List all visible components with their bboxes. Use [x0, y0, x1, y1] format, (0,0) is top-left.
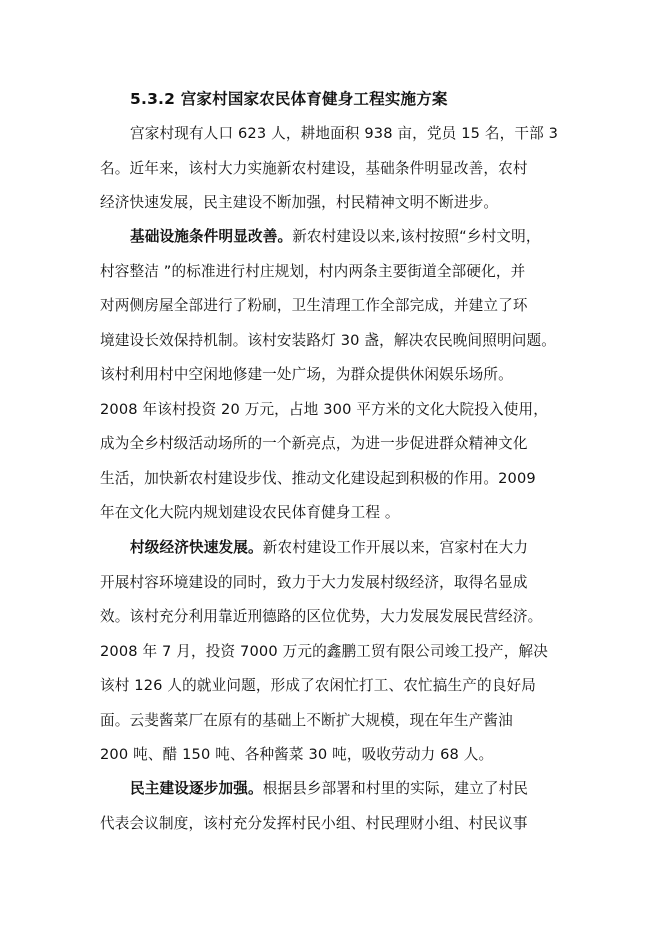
- text-line: 200 吨、醋 150 吨、各种酱菜 30 吨，吸收劳动力 68 人。: [100, 746, 494, 763]
- text-line: 生活，加快新农村建设步伐、推动文化建设起到积极的作用。2009: [100, 469, 536, 487]
- text-line: 开展村容环境建设的同时，致力于大力发展村级经济，取得名显成: [100, 573, 528, 591]
- text-line: 名。近年来，该村大力实施新农村建设，基础条件明显改善，农村: [100, 159, 528, 177]
- paragraph-economy: [100, 531, 570, 773]
- text-line-rest: 根据县乡部署和村里的实际，建立了村民: [262, 780, 529, 797]
- text-line: 该村 126 人的就业问题，形成了农闲忙打工、农忙搞生产的良好局: [100, 677, 536, 694]
- text-line: 2008 年 7 月，投资 7000 万元的鑫鹏工贸有限公司竣工投产，解决: [100, 642, 548, 660]
- text-line: 境建设长效保持机制。该村安装路灯 30 盏，解决农民晚间照明问题。: [100, 331, 557, 349]
- paragraph-intro: [100, 117, 570, 221]
- text-line: 代表会议制度，该村充分发挥村民小组、村民理财小组、村民议事: [100, 814, 528, 832]
- section-title: 5.3.2 宫家村国家农民体育健身工程实施方案: [130, 90, 448, 108]
- text-line: [100, 772, 570, 807]
- text-line-rest: 新农村建设工作开展以来，宫家村在大力: [262, 539, 529, 556]
- text-line: 面。云斐酱菜厂在原有的基础上不断扩大规模，现在年生产酱油: [100, 711, 513, 729]
- paragraph-lead: 村级经济快速发展。: [130, 539, 263, 556]
- paragraph-lead: 民主建设逐步加强。: [130, 780, 263, 797]
- paragraph-democracy: [100, 772, 570, 841]
- text-line: 效。该村充分利用靠近刑德路的区位优势，大力发展发展民营经济。: [100, 608, 543, 625]
- text-line: [100, 220, 570, 255]
- text-line: 村容整洁 ”的标准进行村庄规划，村内两条主要街道全部硬化，并: [100, 262, 526, 280]
- paragraph-infrastructure: [100, 220, 570, 531]
- text-line: [100, 531, 570, 566]
- paragraph-lead: 基础设施条件明显改善。: [130, 228, 293, 245]
- text-line: 成为全乡村级活动场所的一个新亮点，为进一步促进群众精神文化: [100, 435, 528, 452]
- text-line: 该村利用村中空闲地修建一处广场，为群众提供休闲娱乐场所。: [100, 366, 513, 383]
- text-line: 对两侧房屋全部进行了粉刷，卫生清理工作全部完成，并建立了环: [100, 297, 528, 314]
- text-line: 宫家村现有人口 623 人，耕地面积 938 亩，党员 15 名，干部 3: [130, 125, 559, 142]
- text-line: 2008 年该村投资 20 万元，占地 300 平方米的文化大院投入使用，: [100, 400, 548, 418]
- text-line-rest: 新农村建设以来,该村按照“乡村文明，: [292, 228, 541, 245]
- text-line: 经济快速发展，民主建设不断加强，村民精神文明不断进步。: [100, 194, 499, 211]
- text-line: 年在文化大院内规划建设农民体育健身工程 。: [100, 504, 400, 521]
